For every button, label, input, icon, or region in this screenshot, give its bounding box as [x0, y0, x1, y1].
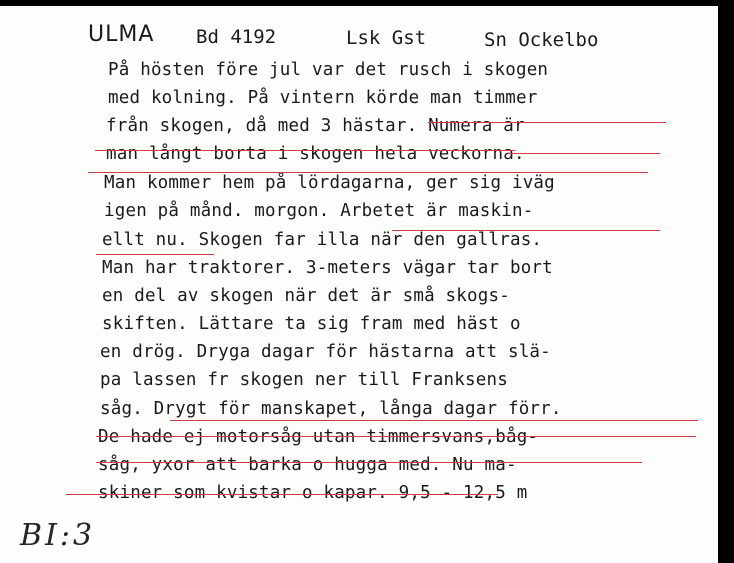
text-line: skiften. Lättare ta sig fram med häst o [102, 314, 521, 334]
text-line: igen på månd. morgon. Arbetet är maskin- [104, 201, 534, 221]
parish-name: Sn Ockelbo [484, 29, 599, 51]
red-underline [96, 436, 696, 437]
red-underline [96, 462, 642, 463]
text-line: en del av skogen när det är små skogs- [102, 286, 510, 306]
scan-border-right [718, 0, 734, 563]
red-underline [170, 420, 698, 421]
text-line: från skogen, då med 3 hästar. Numera är [106, 116, 525, 136]
text-line: ellt nu. Skogen far illa när den gallras. [102, 230, 543, 250]
text-line: såg. Drygt för manskapet, långa dagar förr. [100, 399, 562, 419]
red-underline [428, 122, 666, 123]
red-underline [66, 494, 498, 495]
scan-border-top [0, 0, 734, 6]
text-line: med kolning. På vintern körde man timmer [108, 88, 538, 108]
text-line: De hade ej motorsåg utan timmersvans,båg- [98, 427, 539, 447]
text-line: man långt borta i skogen hela veckorna. [106, 144, 525, 164]
card-header [0, 22, 718, 54]
handwritten-signature: BI:3 [20, 518, 96, 553]
record-code: Bd 4192 [196, 26, 277, 48]
text-line: en drög. Dryga dagar för hästarna att slä- [100, 342, 551, 362]
red-underline [508, 153, 660, 154]
card-title: ULMA [88, 22, 155, 47]
text-line: Man har traktorer. 3-meters vägar tar bort [102, 258, 553, 278]
text-line: pa lassen fr skogen ner till Franksens [100, 370, 508, 390]
red-underline [392, 230, 660, 231]
text-line: På hösten före jul var det rusch i skogen [108, 60, 549, 80]
text-line: Man kommer hem på lördagarna, ger sig iväg [104, 173, 555, 193]
text-line: såg, yxor att barka o hugga med. Nu ma- [98, 455, 517, 475]
red-underline [96, 254, 214, 255]
text-line: skiner som kvistar o kapar. 9,5 - 12,5 m [98, 483, 528, 503]
red-underline [88, 172, 648, 173]
area-code: Lsk Gst [346, 27, 427, 49]
red-underline [95, 150, 515, 151]
